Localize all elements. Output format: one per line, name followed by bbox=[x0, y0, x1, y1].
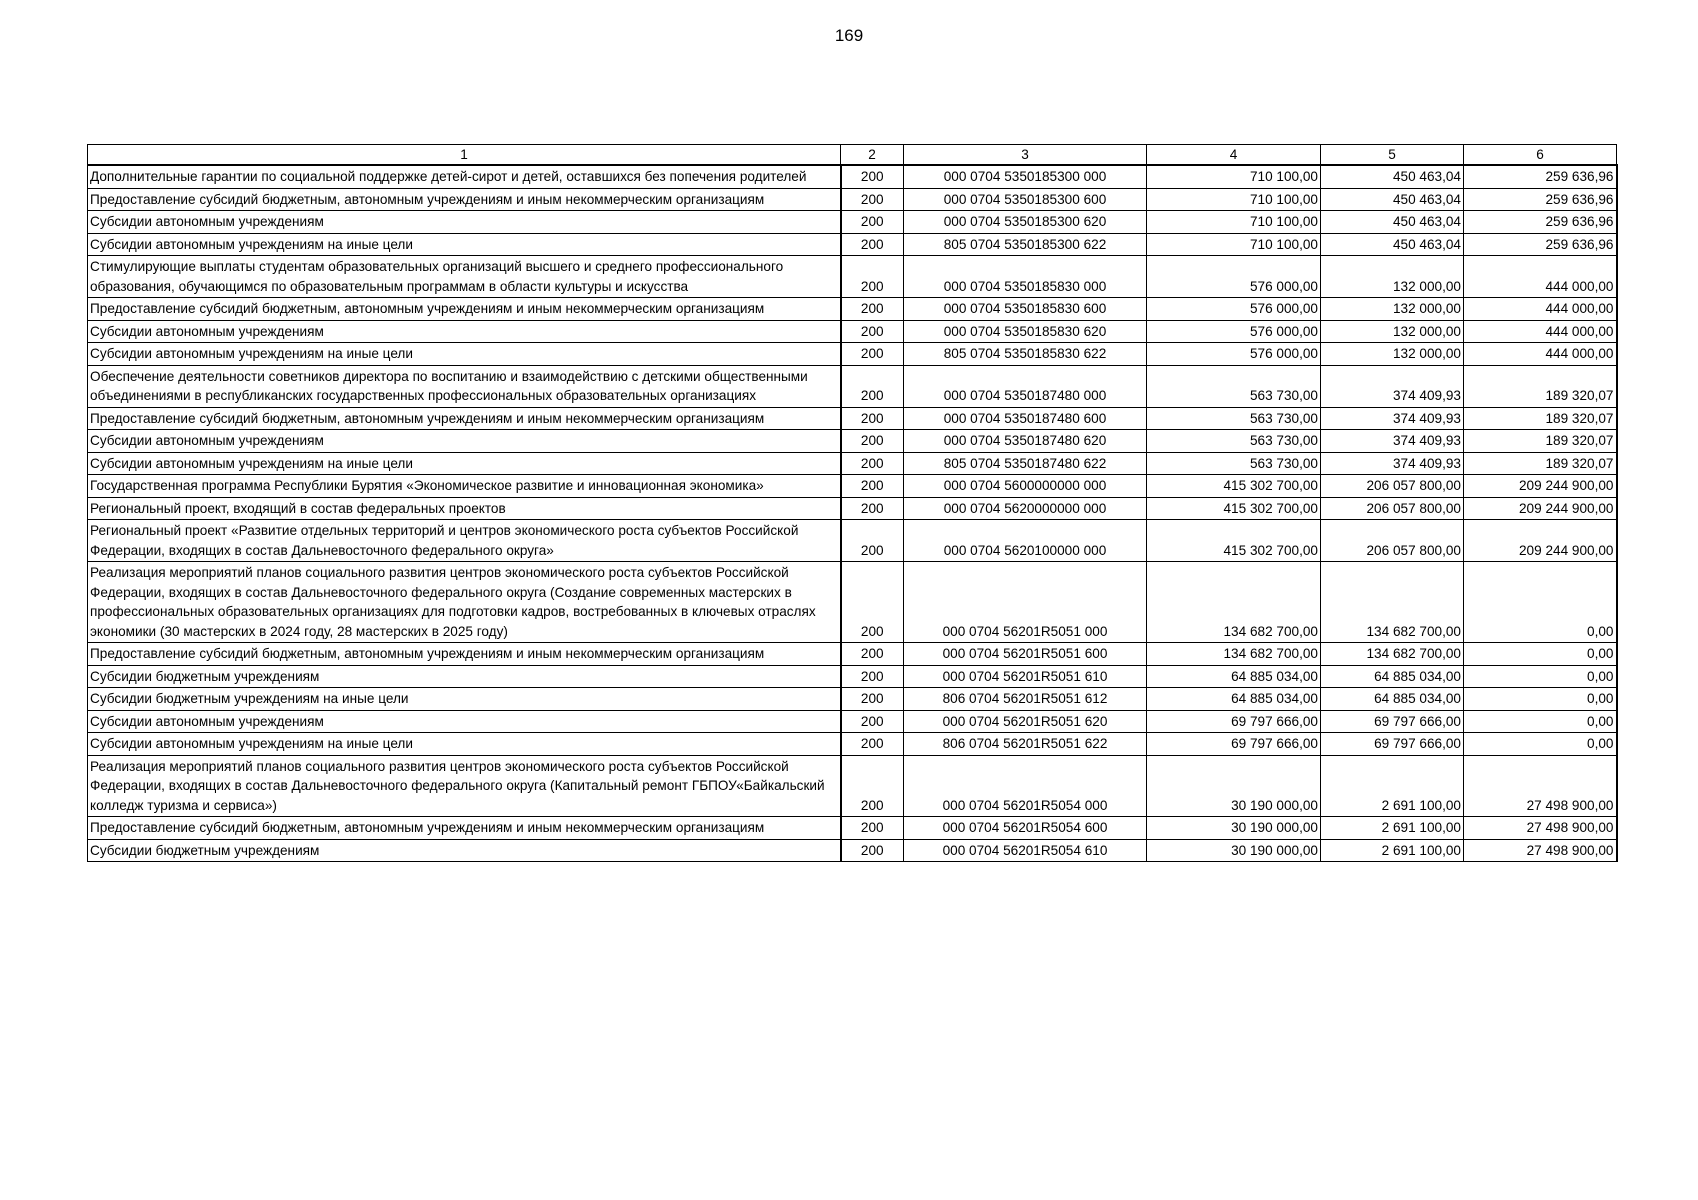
row-name-cell: Государственная программа Республики Бурятия «Экономическое развитие и инновационная экономика» bbox=[88, 475, 841, 498]
row-classifier-cell: 000 0704 5350185300 000 bbox=[904, 165, 1147, 188]
row-name-cell: Субсидии автономным учреждениям на иные цели bbox=[88, 452, 841, 475]
table-row bbox=[88, 452, 1617, 475]
row-col4-cell: 576 000,00 bbox=[1147, 256, 1321, 298]
row-code-cell: 200 bbox=[841, 520, 904, 562]
row-code-cell: 200 bbox=[841, 188, 904, 211]
row-col4-cell: 415 302 700,00 bbox=[1147, 497, 1321, 520]
row-name-cell: Субсидии бюджетным учреждениям bbox=[88, 665, 841, 688]
table-row bbox=[88, 520, 1617, 562]
table-row bbox=[88, 407, 1617, 430]
row-col4-cell: 64 885 034,00 bbox=[1147, 688, 1321, 711]
row-classifier-cell: 805 0704 5350185300 622 bbox=[904, 233, 1147, 256]
row-col6-cell: 27 498 900,00 bbox=[1464, 839, 1617, 862]
row-classifier-cell: 000 0704 5350185830 620 bbox=[904, 320, 1147, 343]
row-name-cell: Субсидии автономным учреждениям на иные цели bbox=[88, 343, 841, 366]
table-row bbox=[88, 320, 1617, 343]
row-col5-cell: 2 691 100,00 bbox=[1321, 755, 1464, 817]
table-row bbox=[88, 188, 1617, 211]
row-col4-cell: 30 190 000,00 bbox=[1147, 755, 1321, 817]
table-row bbox=[88, 688, 1617, 711]
row-code-cell: 200 bbox=[841, 710, 904, 733]
budget-table bbox=[87, 144, 1618, 862]
table-row bbox=[88, 256, 1617, 298]
row-col5-cell: 134 682 700,00 bbox=[1321, 643, 1464, 666]
row-code-cell: 200 bbox=[841, 320, 904, 343]
row-col6-cell: 0,00 bbox=[1464, 710, 1617, 733]
row-classifier-cell: 000 0704 5350185830 000 bbox=[904, 256, 1147, 298]
row-col5-cell: 450 463,04 bbox=[1321, 165, 1464, 188]
row-col6-cell: 27 498 900,00 bbox=[1464, 817, 1617, 840]
row-code-cell: 200 bbox=[841, 733, 904, 756]
table-row bbox=[88, 165, 1617, 188]
row-name-cell: Предоставление субсидий бюджетным, автономным учреждениям и иным некоммерческим организациям bbox=[88, 817, 841, 840]
row-col5-cell: 132 000,00 bbox=[1321, 320, 1464, 343]
row-col6-cell: 0,00 bbox=[1464, 733, 1617, 756]
row-classifier-cell: 000 0704 5350187480 600 bbox=[904, 407, 1147, 430]
row-col4-cell: 576 000,00 bbox=[1147, 343, 1321, 366]
row-col4-cell: 415 302 700,00 bbox=[1147, 520, 1321, 562]
row-name-cell: Стимулирующие выплаты студентам образовательных организаций высшего и среднего профессионального образования, обучающимся по образовательным программам в области культуры и искусства bbox=[88, 256, 841, 298]
row-classifier-cell: 000 0704 5620100000 000 bbox=[904, 520, 1147, 562]
table-header-row bbox=[88, 145, 1617, 166]
row-code-cell: 200 bbox=[841, 165, 904, 188]
row-col6-cell: 189 320,07 bbox=[1464, 365, 1617, 407]
row-classifier-cell: 000 0704 5600000000 000 bbox=[904, 475, 1147, 498]
row-col4-cell: 563 730,00 bbox=[1147, 407, 1321, 430]
row-col4-cell: 134 682 700,00 bbox=[1147, 562, 1321, 643]
row-classifier-cell: 000 0704 56201R5051 000 bbox=[904, 562, 1147, 643]
header-cell: 2 bbox=[841, 145, 904, 166]
row-col4-cell: 710 100,00 bbox=[1147, 233, 1321, 256]
header-cell: 4 bbox=[1147, 145, 1321, 166]
row-classifier-cell: 806 0704 56201R5051 622 bbox=[904, 733, 1147, 756]
row-code-cell: 200 bbox=[841, 298, 904, 321]
row-classifier-cell: 805 0704 5350185830 622 bbox=[904, 343, 1147, 366]
row-col5-cell: 206 057 800,00 bbox=[1321, 497, 1464, 520]
row-col4-cell: 576 000,00 bbox=[1147, 298, 1321, 321]
row-name-cell: Предоставление субсидий бюджетным, автономным учреждениям и иным некоммерческим организациям bbox=[88, 407, 841, 430]
row-col5-cell: 2 691 100,00 bbox=[1321, 839, 1464, 862]
header-cell: 1 bbox=[88, 145, 841, 166]
row-name-cell: Субсидии автономным учреждениям на иные цели bbox=[88, 233, 841, 256]
row-col6-cell: 189 320,07 bbox=[1464, 407, 1617, 430]
row-classifier-cell: 000 0704 5350185830 600 bbox=[904, 298, 1147, 321]
row-name-cell: Обеспечение деятельности советников директора по воспитанию и взаимодействию с детскими общественными объединениями в республиканских государственных профессиональных образовательных организациях bbox=[88, 365, 841, 407]
row-col4-cell: 563 730,00 bbox=[1147, 365, 1321, 407]
row-col6-cell: 444 000,00 bbox=[1464, 343, 1617, 366]
row-col6-cell: 27 498 900,00 bbox=[1464, 755, 1617, 817]
page-number: 169 bbox=[834, 26, 864, 45]
row-code-cell: 200 bbox=[841, 817, 904, 840]
row-col6-cell: 444 000,00 bbox=[1464, 298, 1617, 321]
row-code-cell: 200 bbox=[841, 497, 904, 520]
table-row bbox=[88, 497, 1617, 520]
row-col5-cell: 374 409,93 bbox=[1321, 452, 1464, 475]
row-code-cell: 200 bbox=[841, 430, 904, 453]
row-classifier-cell: 000 0704 56201R5051 610 bbox=[904, 665, 1147, 688]
table-row bbox=[88, 665, 1617, 688]
row-code-cell: 200 bbox=[841, 755, 904, 817]
row-code-cell: 200 bbox=[841, 343, 904, 366]
row-col5-cell: 132 000,00 bbox=[1321, 343, 1464, 366]
row-code-cell: 200 bbox=[841, 407, 904, 430]
row-col5-cell: 64 885 034,00 bbox=[1321, 665, 1464, 688]
row-col5-cell: 69 797 666,00 bbox=[1321, 710, 1464, 733]
row-col4-cell: 30 190 000,00 bbox=[1147, 839, 1321, 862]
row-code-cell: 200 bbox=[841, 365, 904, 407]
row-col4-cell: 69 797 666,00 bbox=[1147, 733, 1321, 756]
row-col6-cell: 189 320,07 bbox=[1464, 452, 1617, 475]
row-classifier-cell: 806 0704 56201R5051 612 bbox=[904, 688, 1147, 711]
table-row bbox=[88, 562, 1617, 643]
row-col5-cell: 450 463,04 bbox=[1321, 233, 1464, 256]
row-name-cell: Предоставление субсидий бюджетным, автономным учреждениям и иным некоммерческим организациям bbox=[88, 643, 841, 666]
row-classifier-cell: 000 0704 5350185300 620 bbox=[904, 211, 1147, 234]
row-col4-cell: 69 797 666,00 bbox=[1147, 710, 1321, 733]
row-col4-cell: 134 682 700,00 bbox=[1147, 643, 1321, 666]
table-row bbox=[88, 365, 1617, 407]
table-row bbox=[88, 430, 1617, 453]
row-classifier-cell: 000 0704 56201R5054 000 bbox=[904, 755, 1147, 817]
row-col6-cell: 259 636,96 bbox=[1464, 188, 1617, 211]
row-col5-cell: 134 682 700,00 bbox=[1321, 562, 1464, 643]
row-classifier-cell: 000 0704 5350185300 600 bbox=[904, 188, 1147, 211]
row-col6-cell: 444 000,00 bbox=[1464, 256, 1617, 298]
row-col5-cell: 374 409,93 bbox=[1321, 407, 1464, 430]
row-col6-cell: 444 000,00 bbox=[1464, 320, 1617, 343]
row-classifier-cell: 000 0704 5620000000 000 bbox=[904, 497, 1147, 520]
row-col5-cell: 206 057 800,00 bbox=[1321, 520, 1464, 562]
table-row bbox=[88, 233, 1617, 256]
table-row bbox=[88, 755, 1617, 817]
row-col6-cell: 209 244 900,00 bbox=[1464, 497, 1617, 520]
table-row bbox=[88, 839, 1617, 862]
row-col6-cell: 189 320,07 bbox=[1464, 430, 1617, 453]
row-name-cell: Субсидии автономным учреждениям bbox=[88, 710, 841, 733]
row-name-cell: Субсидии автономным учреждениям bbox=[88, 211, 841, 234]
row-col6-cell: 209 244 900,00 bbox=[1464, 475, 1617, 498]
row-col6-cell: 259 636,96 bbox=[1464, 233, 1617, 256]
row-code-cell: 200 bbox=[841, 475, 904, 498]
row-col5-cell: 2 691 100,00 bbox=[1321, 817, 1464, 840]
row-col4-cell: 64 885 034,00 bbox=[1147, 665, 1321, 688]
row-classifier-cell: 000 0704 56201R5051 600 bbox=[904, 643, 1147, 666]
row-name-cell: Субсидии бюджетным учреждениям bbox=[88, 839, 841, 862]
table-row bbox=[88, 211, 1617, 234]
row-classifier-cell: 000 0704 5350187480 620 bbox=[904, 430, 1147, 453]
header-cell: 5 bbox=[1321, 145, 1464, 166]
row-col6-cell: 259 636,96 bbox=[1464, 165, 1617, 188]
row-col4-cell: 710 100,00 bbox=[1147, 188, 1321, 211]
row-col5-cell: 64 885 034,00 bbox=[1321, 688, 1464, 711]
row-col5-cell: 450 463,04 bbox=[1321, 211, 1464, 234]
row-col5-cell: 374 409,93 bbox=[1321, 430, 1464, 453]
row-col5-cell: 69 797 666,00 bbox=[1321, 733, 1464, 756]
table-row bbox=[88, 817, 1617, 840]
row-col4-cell: 563 730,00 bbox=[1147, 452, 1321, 475]
header-cell: 6 bbox=[1464, 145, 1617, 166]
row-classifier-cell: 000 0704 56201R5054 600 bbox=[904, 817, 1147, 840]
row-col4-cell: 710 100,00 bbox=[1147, 165, 1321, 188]
table-row bbox=[88, 475, 1617, 498]
row-name-cell: Субсидии автономным учреждениям bbox=[88, 430, 841, 453]
row-code-cell: 200 bbox=[841, 665, 904, 688]
row-col6-cell: 209 244 900,00 bbox=[1464, 520, 1617, 562]
row-name-cell: Региональный проект, входящий в состав федеральных проектов bbox=[88, 497, 841, 520]
row-col5-cell: 206 057 800,00 bbox=[1321, 475, 1464, 498]
row-name-cell: Реализация мероприятий планов социального развития центров экономического роста субъектов Российской Федерации, входящих в состав Дальневосточного федерального округа (Создание современных мастерских в профессиональных образовательных организациях для подготовки кадров, востребованных в ключевых отраслях экономики (30 мастерских в 2024 году, 28 мастерских в 2025 году) bbox=[88, 562, 841, 643]
row-col6-cell: 0,00 bbox=[1464, 688, 1617, 711]
row-col6-cell: 259 636,96 bbox=[1464, 211, 1617, 234]
row-code-cell: 200 bbox=[841, 688, 904, 711]
row-col4-cell: 576 000,00 bbox=[1147, 320, 1321, 343]
row-col5-cell: 132 000,00 bbox=[1321, 298, 1464, 321]
row-code-cell: 200 bbox=[841, 256, 904, 298]
row-name-cell: Региональный проект «Развитие отдельных территорий и центров экономического роста субъектов Российской Федерации, входящих в состав Дальневосточного федерального округа» bbox=[88, 520, 841, 562]
table-row bbox=[88, 643, 1617, 666]
row-col5-cell: 374 409,93 bbox=[1321, 365, 1464, 407]
row-col4-cell: 415 302 700,00 bbox=[1147, 475, 1321, 498]
row-col4-cell: 710 100,00 bbox=[1147, 211, 1321, 234]
row-classifier-cell: 000 0704 56201R5051 620 bbox=[904, 710, 1147, 733]
table-row bbox=[88, 343, 1617, 366]
row-col6-cell: 0,00 bbox=[1464, 643, 1617, 666]
row-classifier-cell: 000 0704 56201R5054 610 bbox=[904, 839, 1147, 862]
row-col4-cell: 563 730,00 bbox=[1147, 430, 1321, 453]
row-col4-cell: 30 190 000,00 bbox=[1147, 817, 1321, 840]
row-name-cell: Реализация мероприятий планов социального развития центров экономического роста субъектов Российской Федерации, входящих в состав Дальневосточного федерального округа (Капитальный ремонт ГБПОУ«Байкальский колледж туризма и сервиса») bbox=[88, 755, 841, 817]
row-name-cell: Дополнительные гарантии по социальной поддержке детей-сирот и детей, оставшихся без попечения родителей bbox=[88, 165, 841, 188]
row-code-cell: 200 bbox=[841, 233, 904, 256]
row-classifier-cell: 000 0704 5350187480 000 bbox=[904, 365, 1147, 407]
row-name-cell: Предоставление субсидий бюджетным, автономным учреждениям и иным некоммерческим организациям bbox=[88, 188, 841, 211]
row-code-cell: 200 bbox=[841, 452, 904, 475]
row-name-cell: Субсидии автономным учреждениям на иные цели bbox=[88, 733, 841, 756]
header-cell: 3 bbox=[904, 145, 1147, 166]
row-classifier-cell: 805 0704 5350187480 622 bbox=[904, 452, 1147, 475]
row-code-cell: 200 bbox=[841, 562, 904, 643]
row-col6-cell: 0,00 bbox=[1464, 665, 1617, 688]
row-name-cell: Субсидии автономным учреждениям bbox=[88, 320, 841, 343]
table-row bbox=[88, 298, 1617, 321]
row-col5-cell: 450 463,04 bbox=[1321, 188, 1464, 211]
row-code-cell: 200 bbox=[841, 839, 904, 862]
row-col5-cell: 132 000,00 bbox=[1321, 256, 1464, 298]
row-col6-cell: 0,00 bbox=[1464, 562, 1617, 643]
row-code-cell: 200 bbox=[841, 211, 904, 234]
table-row bbox=[88, 710, 1617, 733]
row-name-cell: Предоставление субсидий бюджетным, автономным учреждениям и иным некоммерческим организациям bbox=[88, 298, 841, 321]
table-row bbox=[88, 733, 1617, 756]
row-name-cell: Субсидии бюджетным учреждениям на иные цели bbox=[88, 688, 841, 711]
row-code-cell: 200 bbox=[841, 643, 904, 666]
